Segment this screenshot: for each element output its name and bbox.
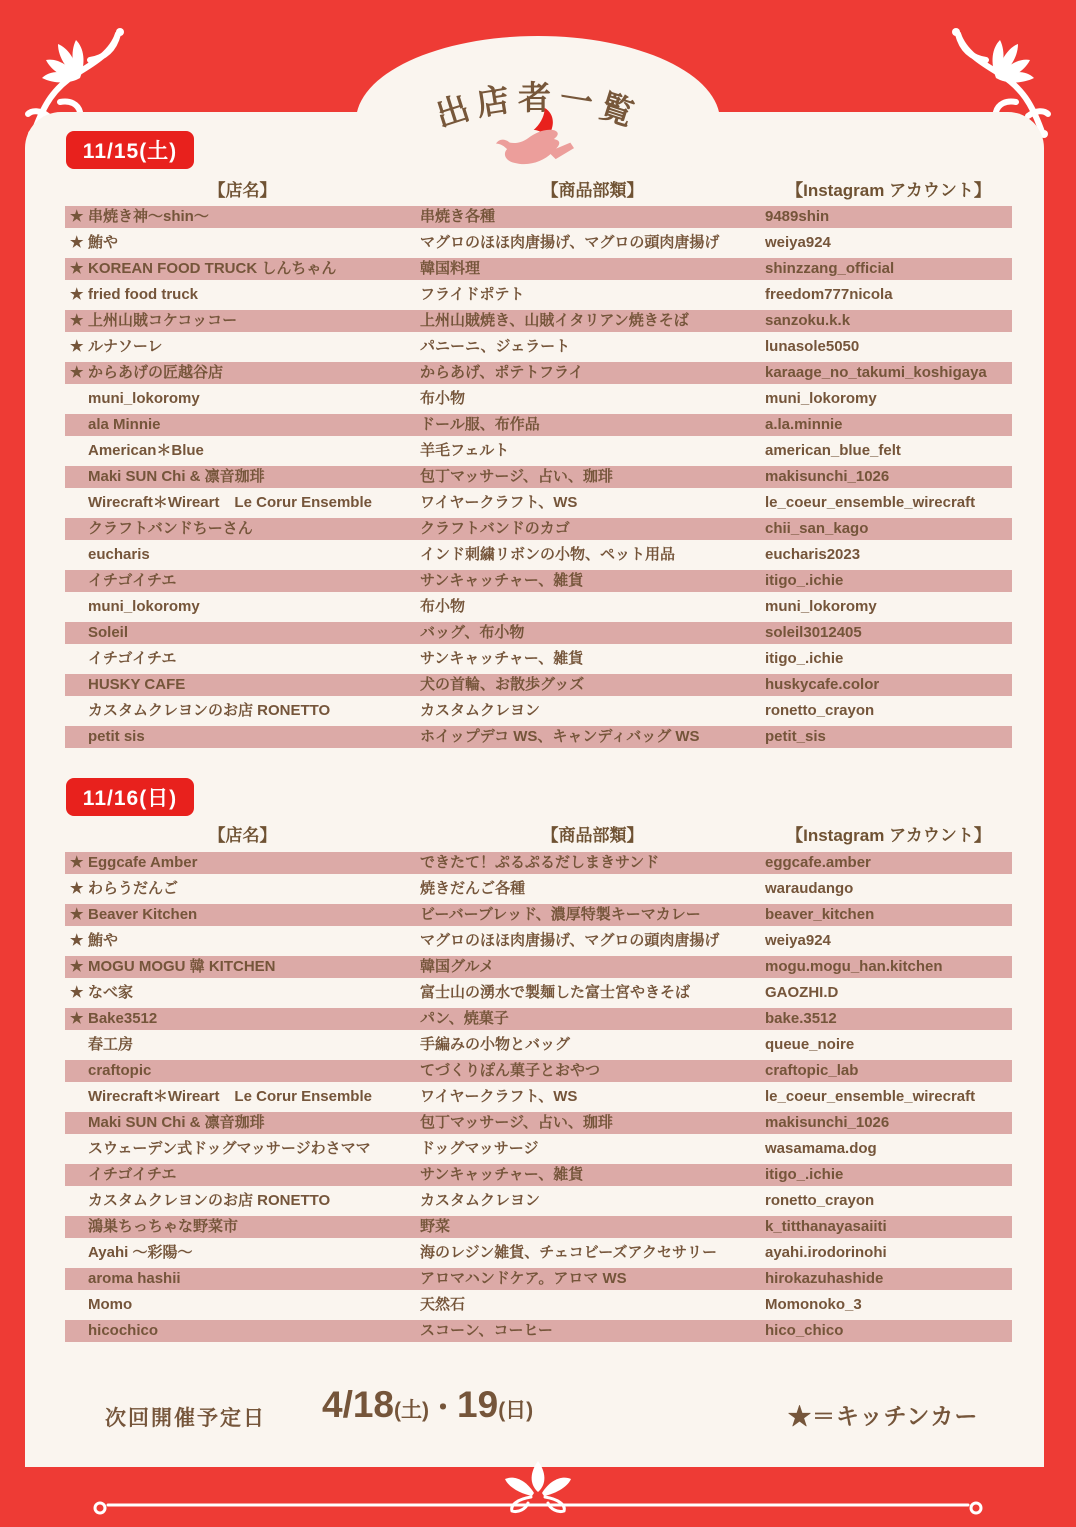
category-cell: ドッグマッサージ <box>420 1140 539 1157</box>
kitchen-car-star-mark <box>70 412 88 438</box>
table-row <box>65 542 1012 568</box>
lotus-ornament-icon <box>38 1457 1038 1527</box>
shop-name-cell <box>65 1240 420 1266</box>
shop-name: Eggcafe Amber <box>88 854 198 871</box>
instagram-cell: mogu.mogu_han.kitchen <box>765 958 943 975</box>
table-row <box>65 1240 1012 1266</box>
category-cell: 羊毛フェルト <box>420 442 510 459</box>
shop-name: わらうだんご <box>88 880 179 897</box>
shop-name: 串焼き神～shin～ <box>88 208 209 225</box>
shop-name-cell <box>65 1084 420 1110</box>
category-cell: 天然石 <box>420 1296 466 1313</box>
instagram-cell: muni_lokoromy <box>765 598 877 615</box>
shop-name: ルナソーレ <box>88 338 163 355</box>
table-row <box>65 1266 1012 1292</box>
kitchen-car-star-mark <box>70 1318 88 1344</box>
category-cell: 野菜 <box>420 1218 451 1235</box>
shop-name-cell <box>65 282 420 308</box>
instagram-cell: shinzzang_official <box>765 260 895 277</box>
kitchen-car-star-mark: ★ <box>70 234 84 251</box>
category-cell: サンキャッチャー、雑貨 <box>420 572 584 589</box>
table-row <box>65 646 1012 672</box>
shop-name: クラフトバンドちーさん <box>88 520 253 537</box>
instagram-cell: lunasole5050 <box>765 338 860 355</box>
shop-name-cell <box>65 1110 420 1136</box>
shop-name: fried food truck <box>88 286 199 303</box>
shop-name-cell <box>65 902 420 928</box>
table-row <box>65 1058 1012 1084</box>
instagram-cell: a.la.minnie <box>765 416 843 433</box>
category-cell: スコーン、コーヒー <box>420 1322 553 1339</box>
instagram-cell: hirokazuhashide <box>765 1270 884 1287</box>
shop-name-cell <box>65 672 420 698</box>
instagram-cell: sanzoku.k.k <box>765 312 851 329</box>
shop-name: イチゴイチエ <box>88 1166 177 1183</box>
shop-name-cell <box>65 1006 420 1032</box>
category-cell: ホイップデコ WS、キャンディバッグ WS <box>420 728 700 745</box>
column-header-instagram: 【Instagram アカウント】 <box>786 826 991 845</box>
shop-name-cell <box>65 386 420 412</box>
instagram-cell: huskycafe.color <box>765 676 880 693</box>
shop-name-cell <box>65 568 420 594</box>
kitchen-car-star-mark <box>70 1266 88 1292</box>
shop-name-cell <box>65 724 420 750</box>
kitchen-car-star-mark: ★ <box>70 932 84 949</box>
shop-name-cell <box>65 490 420 516</box>
category-cell: ビーバーブレッド、濃厚特製キーマカレー <box>420 906 701 923</box>
table-row <box>65 204 1012 230</box>
category-cell: 包丁マッサージ、占い、珈琲 <box>420 1114 613 1131</box>
shop-name: 鮪や <box>88 932 119 949</box>
table-row <box>65 438 1012 464</box>
instagram-cell: ronetto_crayon <box>765 1192 875 1209</box>
instagram-cell: queue_noire <box>765 1036 855 1053</box>
instagram-cell: weiya924 <box>765 234 831 251</box>
shop-name-cell <box>65 698 420 724</box>
table-row <box>65 1188 1012 1214</box>
shop-name-cell <box>65 1136 420 1162</box>
instagram-cell: ronetto_crayon <box>765 702 875 719</box>
shop-name-cell <box>65 1162 420 1188</box>
vendor-table-1116 <box>65 850 1012 1344</box>
table-row <box>65 1136 1012 1162</box>
category-cell: 韓国料理 <box>420 260 481 277</box>
shop-name-cell <box>65 542 420 568</box>
kitchen-car-star-mark <box>70 516 88 542</box>
table-row <box>65 594 1012 620</box>
category-cell: バッグ、布小物 <box>420 624 525 641</box>
next-event-label: 次回開催予定日 <box>105 1407 266 1430</box>
kitchen-car-star-mark <box>70 542 88 568</box>
date-badge-1116: 11/16(日) <box>66 778 194 816</box>
shop-name-cell <box>65 1292 420 1318</box>
table-row <box>65 954 1012 980</box>
kitchen-car-star-mark: ★ <box>70 1010 84 1027</box>
shop-name: 鮪や <box>88 234 119 251</box>
instagram-cell: eucharis2023 <box>765 546 861 563</box>
shop-name: Maki SUN Chi & 凛音珈琲 <box>88 468 265 485</box>
next-date-day2: 19 <box>457 1384 499 1425</box>
category-cell: カスタムクレヨン <box>420 702 541 719</box>
instagram-cell: eggcafe.amber <box>765 854 871 871</box>
table-row <box>65 386 1012 412</box>
table-row <box>65 568 1012 594</box>
instagram-cell: american_blue_felt <box>765 442 901 459</box>
category-cell: 布小物 <box>420 390 466 407</box>
shop-name: HUSKY CAFE <box>88 676 186 693</box>
instagram-cell: karaage_no_takumi_koshigaya <box>765 364 987 381</box>
shop-name: ala Minnie <box>88 416 161 433</box>
shop-name-cell <box>65 594 420 620</box>
category-cell: クラフトバンドのカゴ <box>420 520 570 537</box>
kitchen-car-star-mark <box>70 594 88 620</box>
table-row <box>65 412 1012 438</box>
table-row <box>65 334 1012 360</box>
shop-name: Momo <box>88 1296 133 1313</box>
kitchen-car-star-mark <box>70 1136 88 1162</box>
shop-name: 春工房 <box>88 1036 134 1053</box>
instagram-cell: craftopic_lab <box>765 1062 859 1079</box>
shop-name: Wirecraft＊Wireart Le Corur Ensemble <box>88 494 372 511</box>
vendor-table-1115 <box>65 204 1012 750</box>
page-title-text: 出店者一覧 <box>431 79 645 135</box>
shop-name: petit sis <box>88 728 145 745</box>
table-header-row <box>65 176 1012 201</box>
kitchen-car-star-mark: ★ <box>70 854 84 871</box>
kitchen-car-star-mark <box>70 490 88 516</box>
shop-name-cell <box>65 1058 420 1084</box>
kitchen-car-star-mark: ★ <box>70 286 84 303</box>
category-cell: 布小物 <box>420 598 466 615</box>
date-badge-1115: 11/15(土) <box>66 131 194 169</box>
next-event-date <box>322 1384 533 1426</box>
instagram-cell: hico_chico <box>765 1322 844 1339</box>
bottom-band <box>0 1467 1076 1522</box>
category-cell: 焼きだんご各種 <box>420 880 526 897</box>
table-row <box>65 928 1012 954</box>
table-row <box>65 876 1012 902</box>
kitchen-car-star-mark <box>70 386 88 412</box>
shop-name: Wirecraft＊Wireart Le Corur Ensemble <box>88 1088 372 1105</box>
category-cell: マグロのほほ肉唐揚げ、マグロの頭肉唐揚げ <box>420 234 720 251</box>
shop-name-cell <box>65 516 420 542</box>
shop-name-cell <box>65 928 420 954</box>
category-cell: 包丁マッサージ、占い、珈琲 <box>420 468 613 485</box>
kitchen-car-star-mark: ★ <box>70 208 84 225</box>
shop-name-cell <box>65 308 420 334</box>
shop-name: イチゴイチエ <box>88 572 177 589</box>
shop-name: KOREAN FOOD TRUCK しんちゃん <box>88 260 337 277</box>
category-cell: 串焼き各種 <box>420 208 496 225</box>
kitchen-car-star-mark <box>70 1292 88 1318</box>
kitchen-car-star-mark <box>70 1058 88 1084</box>
category-cell: からあげ、ポテトフライ <box>420 364 584 381</box>
kitchen-car-star-mark <box>70 1188 88 1214</box>
table-row <box>65 1084 1012 1110</box>
kitchen-car-star-mark <box>70 1240 88 1266</box>
category-cell: サンキャッチャー、雑貨 <box>420 650 584 667</box>
shop-name: MOGU MOGU 韓 KITCHEN <box>88 958 276 975</box>
table-row <box>65 1162 1012 1188</box>
kitchen-car-star-mark: ★ <box>70 906 84 923</box>
shop-name: Beaver Kitchen <box>88 906 198 923</box>
shop-name: 上州山賊コケコッコー <box>88 312 238 329</box>
kitchen-car-star-mark: ★ <box>70 984 84 1001</box>
shop-name: muni_lokoromy <box>88 390 200 407</box>
category-cell: ワイヤークラフト、WS <box>420 494 578 511</box>
next-date-weekday2: (日) <box>498 1399 534 1422</box>
dove-icon <box>495 106 587 172</box>
kitchen-car-star-mark: ★ <box>70 338 84 355</box>
shop-name-cell <box>65 620 420 646</box>
table-row <box>65 672 1012 698</box>
kitchen-car-star-mark: ★ <box>70 880 84 897</box>
shop-name: Soleil <box>88 624 129 641</box>
shop-name: Maki SUN Chi & 凛音珈琲 <box>88 1114 265 1131</box>
table-row <box>65 1006 1012 1032</box>
table-row <box>65 724 1012 750</box>
table-row <box>65 1318 1012 1344</box>
kitchen-car-star-mark <box>70 620 88 646</box>
instagram-cell: beaver_kitchen <box>765 906 875 923</box>
instagram-cell: soleil3012405 <box>765 624 862 641</box>
category-cell: パニーニ、ジェラート <box>420 338 571 355</box>
column-header-category: 【商品部類】 <box>541 181 644 200</box>
table-row <box>65 902 1012 928</box>
shop-name-cell <box>65 954 420 980</box>
shop-name-cell <box>65 1032 420 1058</box>
table-row <box>65 308 1012 334</box>
category-cell: パン、焼菓子 <box>420 1010 509 1027</box>
table-row <box>65 230 1012 256</box>
kitchen-car-star-mark <box>70 698 88 724</box>
shop-name-cell <box>65 850 420 876</box>
instagram-cell: freedom777nicola <box>765 286 893 303</box>
instagram-cell: 9489shin <box>765 208 830 225</box>
category-cell: ワイヤークラフト、WS <box>420 1088 578 1105</box>
category-cell: 海のレジン雑貨、チェコビーズアクセサリー <box>420 1244 718 1261</box>
shop-name-cell <box>65 256 420 282</box>
shop-name-cell <box>65 412 420 438</box>
instagram-cell: Momonoko_3 <box>765 1296 862 1313</box>
instagram-cell: makisunchi_1026 <box>765 468 890 485</box>
category-cell: 上州山賊焼き、山賊イタリアン焼きそば <box>420 312 689 329</box>
kitchen-car-star-mark <box>70 646 88 672</box>
shop-name-cell <box>65 1214 420 1240</box>
column-header-shop-name: 【店名】 <box>208 181 277 200</box>
shop-name: スウェーデン式ドッグマッサージわさママ <box>88 1140 371 1157</box>
shop-name: カスタムクレヨンのお店 RONETTO <box>88 702 331 719</box>
instagram-cell: petit_sis <box>765 728 826 745</box>
kitchen-car-star-mark: ★ <box>70 312 84 329</box>
kitchen-car-star-mark <box>70 464 88 490</box>
shop-name: からあげの匠越谷店 <box>88 364 224 381</box>
table-row <box>65 1110 1012 1136</box>
table-row <box>65 282 1012 308</box>
kitchen-car-star-mark <box>70 724 88 750</box>
table-header-row <box>65 821 1012 846</box>
kitchen-car-star-mark <box>70 1084 88 1110</box>
shop-name-cell <box>65 1188 420 1214</box>
instagram-cell: wasamama.dog <box>765 1140 877 1157</box>
shop-name: Bake3512 <box>88 1010 158 1027</box>
shop-name-cell <box>65 980 420 1006</box>
shop-name-cell <box>65 334 420 360</box>
kitchen-car-star-mark <box>70 1214 88 1240</box>
category-cell: できたて！ぷるぷるだしまきサンド <box>420 854 660 871</box>
shop-name-cell <box>65 230 420 256</box>
category-cell: フライドポテト <box>420 286 525 303</box>
column-header-shop-name: 【店名】 <box>208 826 277 845</box>
shop-name-cell <box>65 438 420 464</box>
instagram-cell: makisunchi_1026 <box>765 1114 890 1131</box>
table-row <box>65 516 1012 542</box>
next-date-day1: 4/18 <box>322 1384 395 1425</box>
kitchen-car-legend: ★＝キッチンカー <box>788 1403 979 1429</box>
category-cell: てづくりぽん菓子とおやつ <box>420 1062 601 1079</box>
table-row <box>65 1032 1012 1058</box>
kitchen-car-star-mark <box>70 1032 88 1058</box>
instagram-cell: muni_lokoromy <box>765 390 877 407</box>
shop-name-cell <box>65 646 420 672</box>
shop-name: eucharis <box>88 546 150 563</box>
instagram-cell: itigo_.ichie <box>765 650 844 667</box>
kitchen-car-star-mark: ★ <box>70 364 84 381</box>
category-cell: 手編みの小物とバッグ <box>420 1036 571 1053</box>
instagram-cell: chii_san_kago <box>765 520 869 537</box>
shop-name-cell <box>65 876 420 902</box>
category-cell: アロマハンドケア。アロマ WS <box>420 1270 627 1287</box>
table-row <box>65 256 1012 282</box>
kitchen-car-star-mark <box>70 438 88 464</box>
table-row <box>65 698 1012 724</box>
table-row <box>65 464 1012 490</box>
shop-name: Ayahi ～彩陽～ <box>88 1244 193 1261</box>
table-row <box>65 850 1012 876</box>
category-cell: カスタムクレヨン <box>420 1192 541 1209</box>
shop-name: 鴻巣ちっちゃな野菜市 <box>88 1218 239 1235</box>
table-row <box>65 620 1012 646</box>
shop-name-cell <box>65 360 420 386</box>
instagram-cell: GAOZHI.D <box>765 984 839 1001</box>
instagram-cell: waraudango <box>765 880 854 897</box>
instagram-cell: bake.3512 <box>765 1010 837 1027</box>
instagram-cell: le_coeur_ensemble_wirecraft <box>765 494 976 511</box>
shop-name-cell <box>65 1318 420 1344</box>
table-row <box>65 490 1012 516</box>
shop-name: craftopic <box>88 1062 152 1079</box>
shop-name-cell <box>65 1266 420 1292</box>
category-cell: 富士山の湧水で製麺した富士宮やきそば <box>420 984 691 1001</box>
shop-name: American＊Blue <box>88 442 204 459</box>
shop-name: hicochico <box>88 1322 159 1339</box>
instagram-cell: itigo_.ichie <box>765 572 844 589</box>
shop-name: なべ家 <box>88 984 134 1001</box>
shop-name: カスタムクレヨンのお店 RONETTO <box>88 1192 331 1209</box>
category-cell: 犬の首輪、お散歩グッズ <box>420 676 585 693</box>
instagram-cell: ayahi.irodorinohi <box>765 1244 887 1261</box>
shop-name-cell <box>65 464 420 490</box>
instagram-cell: le_coeur_ensemble_wirecraft <box>765 1088 976 1105</box>
category-cell: サンキャッチャー、雑貨 <box>420 1166 584 1183</box>
category-cell: 韓国グルメ <box>420 958 495 975</box>
kitchen-car-star-mark <box>70 1110 88 1136</box>
instagram-cell: k_titthanayasaiiti <box>765 1218 887 1235</box>
table-row <box>65 1214 1012 1240</box>
column-header-instagram: 【Instagram アカウント】 <box>786 181 991 200</box>
table-row <box>65 980 1012 1006</box>
category-cell: マグロのほほ肉唐揚げ、マグロの頭肉唐揚げ <box>420 932 720 949</box>
kitchen-car-star-mark <box>70 1162 88 1188</box>
kitchen-car-star-mark <box>70 672 88 698</box>
table-row <box>65 360 1012 386</box>
shop-name: muni_lokoromy <box>88 598 200 615</box>
category-cell: インド刺繍リボンの小物、ペット用品 <box>420 546 676 563</box>
shop-name: aroma hashii <box>88 1270 181 1287</box>
shop-name: イチゴイチエ <box>88 650 177 667</box>
column-header-category: 【商品部類】 <box>541 826 644 845</box>
next-date-weekday1: (土) <box>394 1399 430 1422</box>
kitchen-car-star-mark: ★ <box>70 260 84 277</box>
category-cell: ドール服、布作品 <box>420 416 540 433</box>
instagram-cell: itigo_.ichie <box>765 1166 844 1183</box>
kitchen-car-star-mark <box>70 568 88 594</box>
shop-name-cell <box>65 204 420 230</box>
instagram-cell: weiya924 <box>765 932 831 949</box>
table-row <box>65 1292 1012 1318</box>
date-separator: ・ <box>429 1392 458 1423</box>
kitchen-car-star-mark: ★ <box>70 958 84 975</box>
